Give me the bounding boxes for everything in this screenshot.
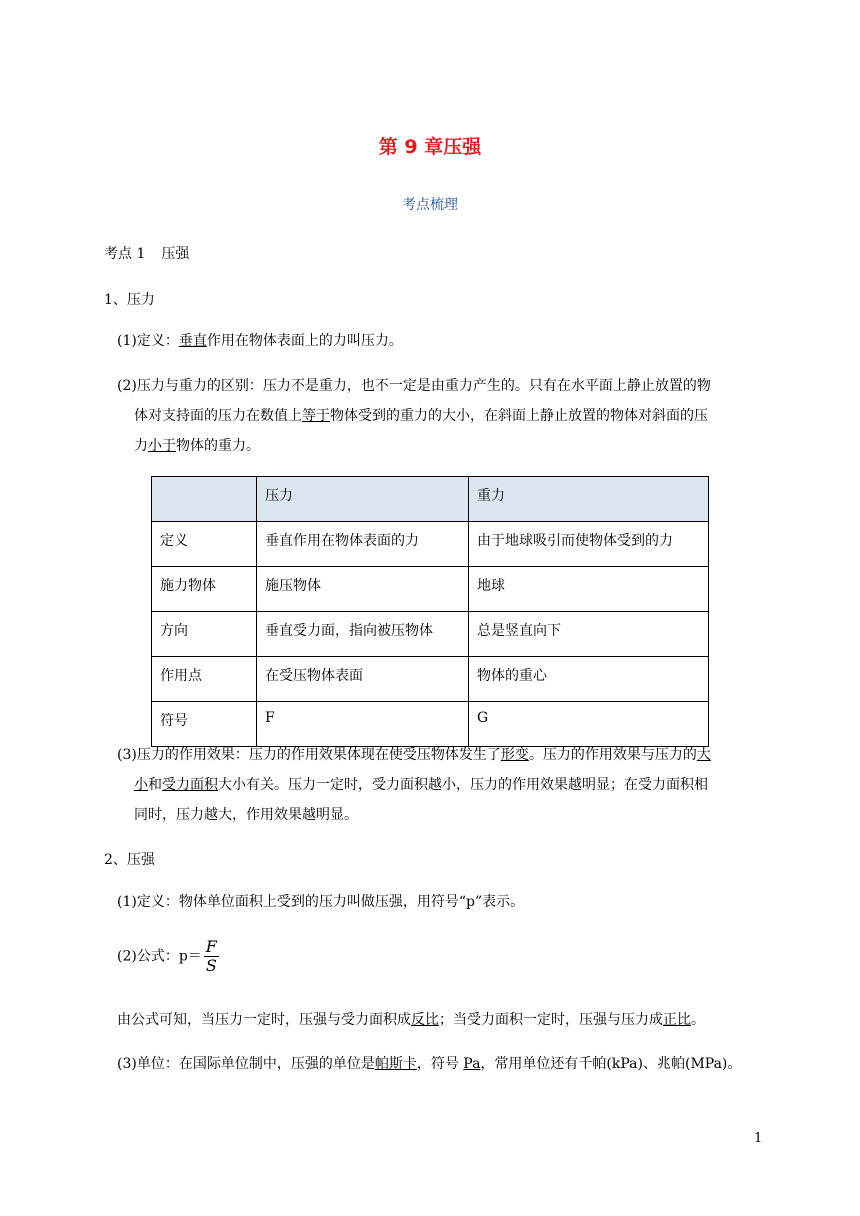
- text: ；当受力面积一定时，压强与压力成: [439, 1012, 663, 1028]
- text: 体对支持面的压力在数值上: [134, 408, 302, 424]
- formula-fraction: [204, 938, 219, 975]
- section-heading: [104, 244, 189, 264]
- text: 由公式可知，当压力一定时，压强与受力面积成: [117, 1012, 411, 1028]
- paragraph-effect-line1: [117, 745, 711, 765]
- heading-pressure: 2、压强: [104, 852, 155, 868]
- text: (3)单位：在国际单位制中，压强的单位是: [117, 1056, 375, 1072]
- paragraph-effect-line2: [134, 775, 708, 795]
- paragraph-formula-explanation: [117, 1010, 705, 1030]
- section-label: 考点 1: [104, 246, 146, 262]
- table-cell: F: [257, 702, 469, 747]
- text: 力: [134, 438, 148, 454]
- paragraph-pressure-definition: (1)定义：物体单位面积上受到的压力叫做压强，用符号“p”表示。: [117, 894, 525, 910]
- text: ，符号: [416, 1056, 464, 1072]
- table-cell: 垂直作用在物体表面的力: [257, 522, 469, 567]
- formula-numerator: F: [205, 937, 217, 956]
- text: (1)定义：: [117, 333, 179, 349]
- table-cell: 定义: [152, 522, 257, 567]
- text: 大小有关。压力一定时，受力面积越小，压力的作用效果越明显；在受力面积相: [218, 777, 708, 793]
- table-row: [152, 702, 709, 747]
- table-header-cell: 压力: [257, 477, 469, 522]
- underlined-answer: 等于: [302, 408, 330, 424]
- underlined-answer: 垂直: [178, 333, 207, 349]
- table-row: [152, 657, 709, 702]
- table-cell: 垂直受力面，指向被压物体: [257, 612, 469, 657]
- table-cell: G: [469, 702, 709, 747]
- text: ，常用单位还有千帕(kPa)、兆帕(MPa)。: [480, 1056, 742, 1072]
- table-cell: 施力物体: [152, 567, 257, 612]
- table-row: [152, 612, 709, 657]
- table-header-row: [152, 477, 709, 522]
- underlined-answer: 小: [134, 777, 148, 793]
- text: 作用在物体表面上的力叫压力。: [206, 333, 403, 349]
- text: (2)公式：p＝: [117, 948, 202, 965]
- paragraph-formula: [117, 938, 219, 975]
- underlined-answer: 反比: [411, 1012, 439, 1028]
- text: 和: [148, 777, 162, 793]
- paragraph-difference-line2: [134, 406, 708, 426]
- table-cell: 符号: [152, 702, 257, 747]
- text: 物体受到的重力的大小，在斜面上静止放置的物体对斜面的压: [330, 408, 708, 424]
- paragraph-difference-line1: (2)压力与重力的区别：压力不是重力，也不一定是由重力产生的。只有在水平面上静止放置的物: [117, 378, 711, 394]
- page-title: 第 9 章压强: [378, 136, 482, 158]
- text: 。: [691, 1012, 705, 1028]
- underlined-answer: 形变: [500, 747, 529, 763]
- page-number: 1: [754, 1131, 763, 1146]
- table-cell: 方向: [152, 612, 257, 657]
- paragraph-effect-line3: 同时，压力越大，作用效果越明显。: [134, 807, 358, 823]
- paragraph-definition: [117, 331, 403, 351]
- table-cell: 施压物体: [257, 567, 469, 612]
- text: 物体的重力。: [176, 438, 260, 454]
- table-row: [152, 567, 709, 612]
- table-cell: 总是竖直向下: [469, 612, 709, 657]
- section-name: 压强: [161, 246, 190, 262]
- table-cell: 由于地球吸引而使物体受到的力: [469, 522, 709, 567]
- underlined-answer: 大: [696, 747, 711, 763]
- underlined-answer: 受力面积: [162, 777, 218, 793]
- underlined-answer: 帕斯卡: [374, 1056, 417, 1072]
- underlined-answer: 小于: [148, 438, 176, 454]
- heading-pressure-force: 1、压力: [104, 292, 155, 308]
- text: 。压力的作用效果与压力的: [528, 747, 697, 763]
- section-subtitle: 考点梳理: [402, 197, 458, 213]
- comparison-table: [151, 476, 709, 747]
- table-header-cell: [152, 477, 257, 522]
- underlined-answer: Pa: [463, 1056, 481, 1072]
- table-cell: 在受压物体表面: [257, 657, 469, 702]
- paragraph-difference-line3: [134, 436, 260, 456]
- table-header-cell: 重力: [469, 477, 709, 522]
- table-row: [152, 522, 709, 567]
- underlined-answer: 正比: [663, 1012, 691, 1028]
- formula-denominator: S: [205, 956, 217, 975]
- table-cell: 作用点: [152, 657, 257, 702]
- table-cell: 地球: [469, 567, 709, 612]
- paragraph-unit: [117, 1054, 741, 1074]
- text: (3)压力的作用效果：压力的作用效果体现在使受压物体发生了: [117, 747, 501, 763]
- table-cell: 物体的重心: [469, 657, 709, 702]
